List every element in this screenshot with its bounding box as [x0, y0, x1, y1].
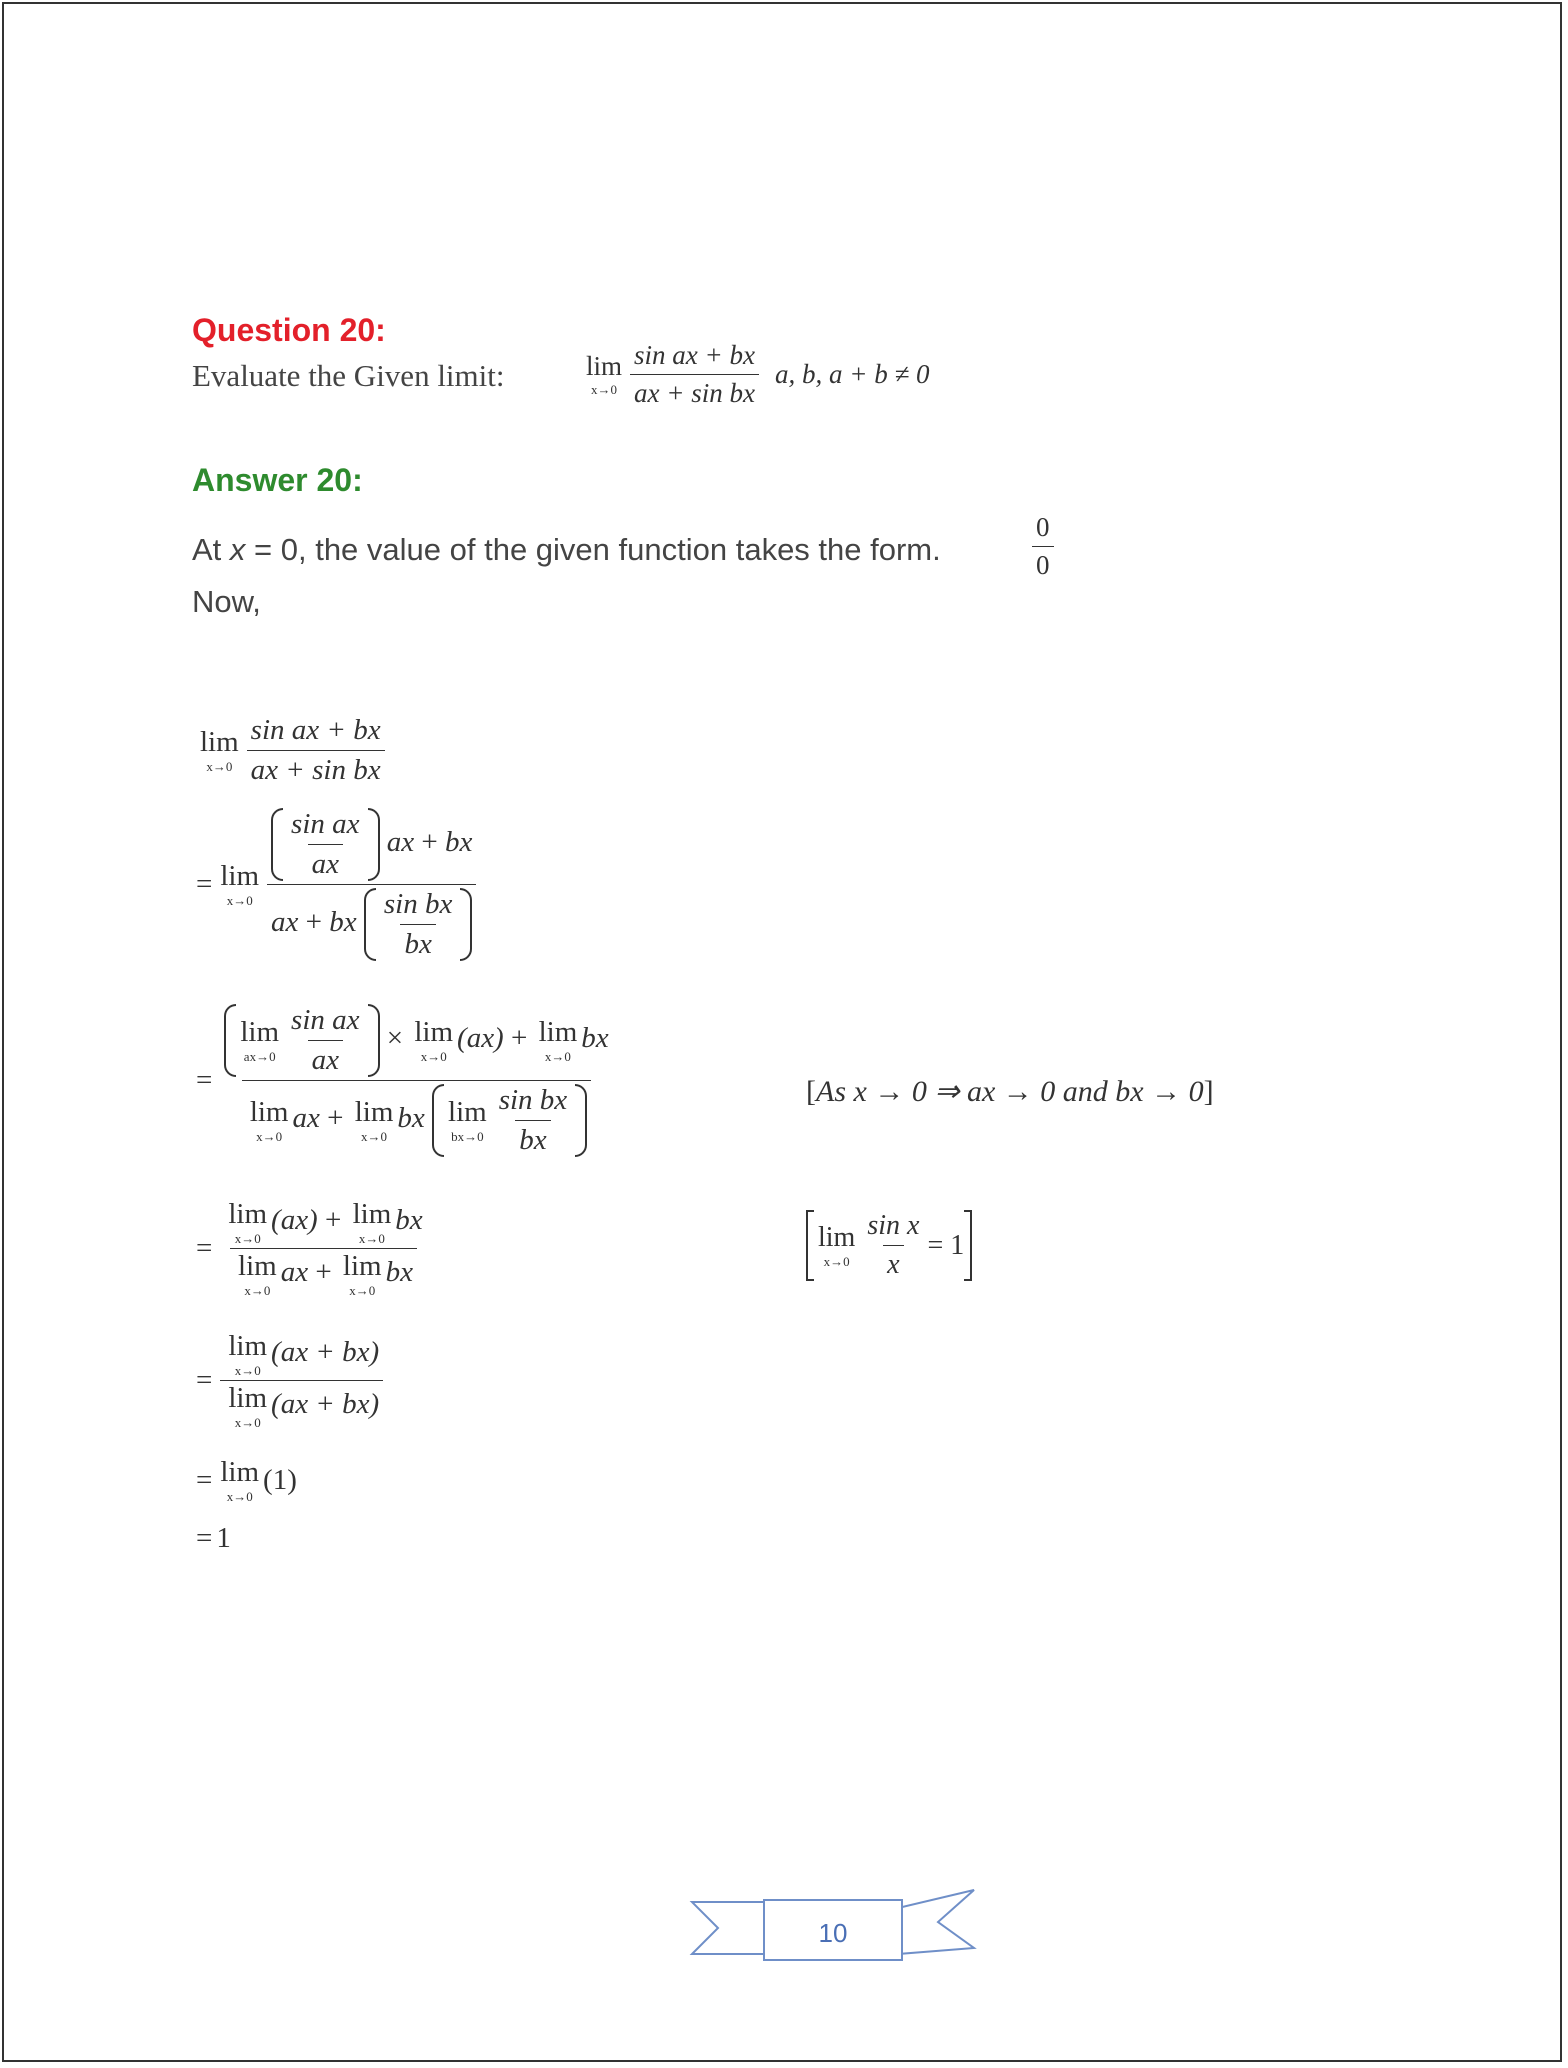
note-standard-limit: lim x→0 $\frac{\text{sin x}}{x}$ = 1: [806, 1210, 972, 1281]
step-5: = lim x→0 (ax + bx) lim x→0 (ax + bx): [196, 1332, 387, 1429]
step-3: = lim ax→0 $\frac{\text{sin ax}}{ax}$ × lim x→0 (ax) + lim x→0 bx lim x→0 ax + lim x→0 bx lim bx→0 $\frac{\text{sin bx}}{bx}$: [196, 1004, 609, 1156]
answer-line-1: At x = 0, the value of the given function takes the form.: [192, 532, 941, 567]
answer-heading: Answer 20:: [192, 462, 363, 498]
step-7: = 1: [196, 1522, 231, 1554]
question-fraction: $\frac{\text{sin ax + bx}}{\text{ax + sin bx}}$: [630, 340, 759, 409]
question-prompt: Evaluate the Given limit:: [192, 358, 505, 393]
step-2: = lim x→0 $\frac{\text{sin ax}}{ax}$ ax + bx ax + bx $\frac{\text{sin bx}}{bx}$: [196, 808, 480, 961]
step-6: = lim x→0 (1): [196, 1456, 297, 1504]
zero-over-zero: $\frac{0}{0}$: [1028, 512, 1058, 581]
lim-operator: lim x→0: [586, 351, 623, 397]
question-heading: Question 20:: [192, 312, 386, 348]
step-4: = lim x→0 (ax) + lim x→0 bx lim x→0 ax + lim x→0 bx: [196, 1198, 423, 1298]
page-number: 10: [818, 1918, 848, 1948]
question-expression: [582, 340, 930, 409]
answer-line-2: Now,: [192, 584, 261, 619]
step-1: lim x→0 $\frac{\text{sin ax + bx}}{\text{ax + sin bx}}$: [196, 714, 389, 787]
question-condition: a, b, a + b ≠ 0: [774, 359, 930, 389]
note-as-x-to-0: [As x → 0 ⇒ ax → 0 and bx → 0]: [806, 1075, 1214, 1108]
